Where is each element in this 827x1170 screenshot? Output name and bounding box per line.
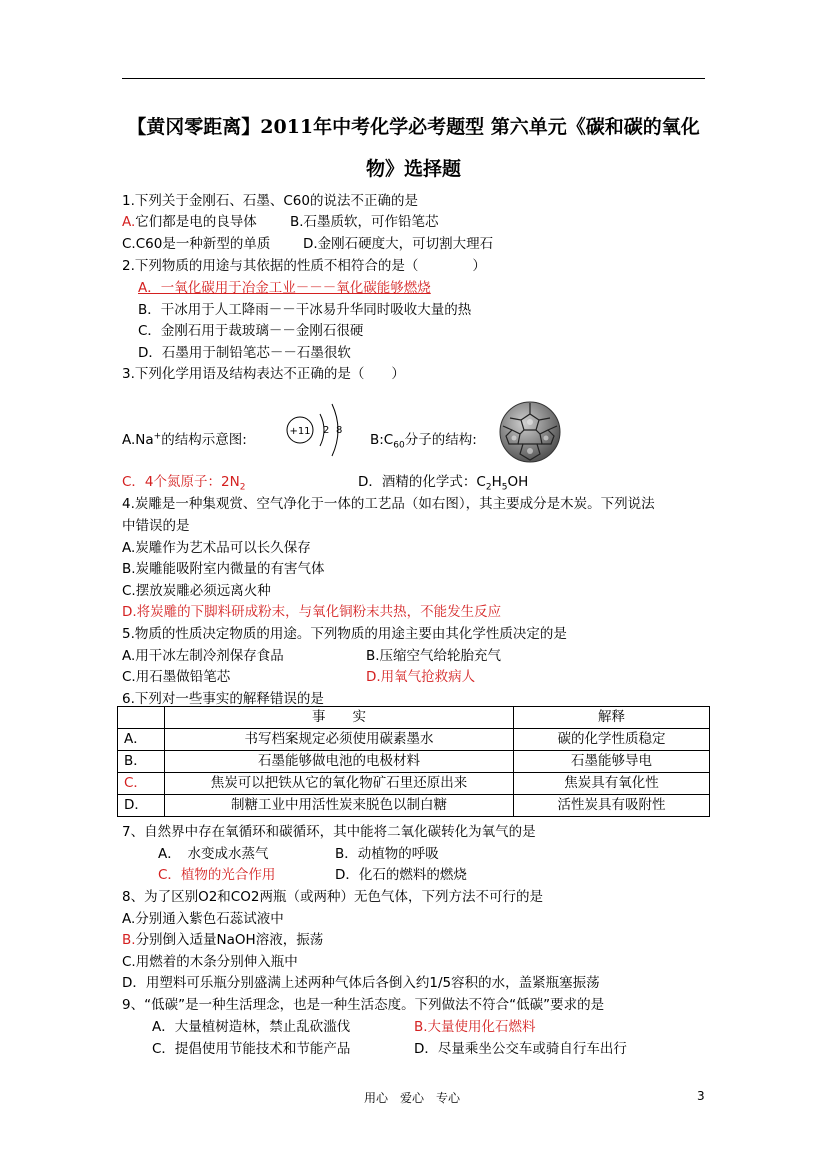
q2-option-c: C．金刚石用于裁玻璃－－金刚石很硬 [138,323,364,339]
q1-stem: 1.下列关于金刚石、石墨、C60的说法不正确的是 [122,193,418,209]
q7-option-d: D．化石的燃料的燃烧 [335,867,467,883]
q8-option-d: D．用塑料可乐瓶分别盛满上述两种气体后各倒入约1/5容积的水，盖紧瓶塞振荡 [122,975,600,991]
row-explain: 活性炭具有吸附性 [514,795,710,817]
q6-facts-table [117,706,710,817]
q4-option-b: B.炭雕能吸附室内微量的有害气体 [122,561,325,577]
q1-option-d: D.金刚石硬度大，可切割大理石 [303,236,494,252]
q3-stem: 3.下列化学用语及结构表达不正确的是（ ） [122,366,405,382]
q6-stem: 6.下列对一些事实的解释错误的是 [122,691,324,707]
row-fact: 书写档案规定必须使用碳素墨水 [165,729,514,751]
row-label: C． [118,773,165,795]
table-header-explain: 解释 [514,707,710,729]
row-explain: 石墨能够导电 [514,751,710,773]
q2-option-b: B．干冰用于人工降雨－－干冰易升华同时吸收大量的热 [138,302,472,318]
q4-option-d: D.将炭雕的下脚料研成粉末，与氧化铜粉末共热，不能发生反应 [122,604,502,620]
q5-option-c: C.用石墨做铅笔芯 [122,669,231,685]
table-header-row [118,707,710,729]
row-fact: 制糖工业中用活性炭来脱色以制白糖 [165,795,514,817]
q4-option-c: C.摆放炭雕必须远离火种 [122,583,271,599]
doc-title-line2: 物》选择题 [365,158,461,180]
q1-option-b: B.石墨质软，可作铅笔芯 [290,214,439,230]
q1-option-a [122,210,257,230]
q7-stem: 7、自然界中存在氧循环和碳循环，其中能将二氧化碳转化为氧气的是 [122,824,536,840]
q4-stem-line1: 4.炭雕是一种集观赏、空气净化于一体的工艺品（如右图），其主要成分是木炭。下列说法 [122,496,655,512]
q8-option-c: C.用燃着的木条分别伸入瓶中 [122,954,298,970]
atom-shell2-count: 8 [336,425,343,436]
row-label: B． [118,751,165,773]
table-header-fact: 事 实 [165,707,514,729]
q9-option-a: A．大量植树造林，禁止乱砍滥伐 [152,1019,351,1035]
q2-option-d: D．石墨用于制铅笔芯－－石墨很软 [138,345,351,361]
header-rule [122,78,705,79]
q1-option-c: C.C60是一种新型的单质 [122,236,271,252]
q2-stem: 2.下列物质的用途与其依据的性质不相符合的是（ ） [122,258,486,274]
c60-molecule-image [498,400,562,464]
row-fact: 石墨能够做电池的电极材料 [165,751,514,773]
q4-option-a: A.炭雕作为艺术品可以长久保存 [122,540,311,556]
q9-option-b: B.大量使用化石燃料 [414,1019,536,1035]
q7-option-b: B．动植物的呼吸 [335,846,439,862]
row-fact: 焦炭可以把铁从它的氧化物矿石里还原出来 [165,773,514,795]
q3-option-c: C．4个氮原子：$2N_2$ [122,474,246,493]
q8-stem: 8、为了区别O2和CO2两瓶（或两种）无色气体，下列方法不可行的是 [122,889,543,905]
q4-stem-line2: 中错误的是 [122,518,190,534]
row-label: A． [118,729,165,751]
q3-option-a: A.Na+的结构示意图: [122,431,247,448]
q8-option-b: B.分别倒入适量NaOH溶液，振荡 [122,932,324,948]
q5-option-b: B.压缩空气给轮胎充气 [366,648,502,664]
q7-option-c: C．植物的光合作用 [158,867,276,883]
q9-stem: 9、“低碳”是一种生活理念，也是一种生活态度。下列做法不符合“低碳”要求的是 [122,997,605,1013]
atom-shell1-count: 2 [323,425,330,436]
table-row [118,773,710,795]
row-label: D． [118,795,165,817]
q1-option-a-text: 它们都是电的良导体 [135,214,257,230]
sodium-ion-structure-diagram [280,392,360,468]
q7-option-a: A． 水变成水蒸气 [158,846,269,862]
q5-option-d: D.用氧气抢救病人 [366,669,476,685]
table-row [118,729,710,751]
page-number: 3 [697,1089,705,1103]
q3-option-b: $B:C_{60}$分子的结构: [370,432,477,451]
table-header-label [118,707,165,729]
row-explain: 焦炭具有氧化性 [514,773,710,795]
q2-option-a: A．一氧化碳用于冶金工业－－－氧化碳能够燃烧 [138,280,431,296]
doc-title-line1: 【黄冈零距离】2011年中考化学必考题型 第六单元《碳和碳的氧化 [127,116,700,138]
table-row [118,795,710,817]
q5-stem: 5.物质的性质决定物质的用途。下列物质的用途主要由其化学性质决定的是 [122,626,567,642]
atom-nucleus-charge: +11 [289,426,311,437]
q1-option-a-letter: A. [122,214,136,230]
table-row [118,751,710,773]
q9-option-d: D．尽量乘坐公交车或骑自行车出行 [414,1041,627,1057]
row-explain: 碳的化学性质稳定 [514,729,710,751]
q5-option-a: A.用干冰左制冷剂保存食品 [122,648,284,664]
q9-option-c: C．提倡使用节能技术和节能产品 [152,1041,351,1057]
q8-option-a: A.分别通入紫色石蕊试液中 [122,911,284,927]
footer-motto: 用心 爱心 专心 [364,1091,461,1105]
q3-option-d: D．酒精的化学式：$C_2H_5OH$ [358,474,529,493]
